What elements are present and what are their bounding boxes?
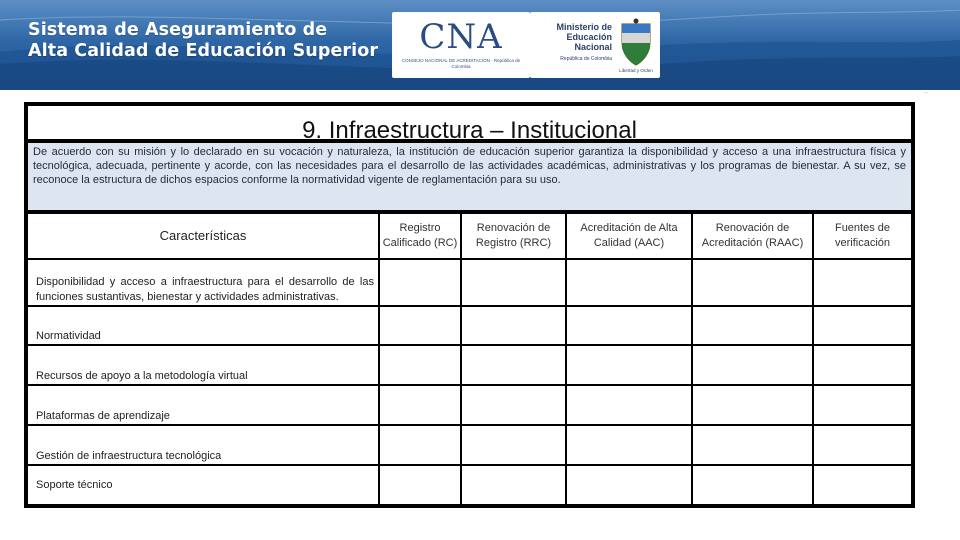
table-cell-raac[interactable] (693, 260, 812, 305)
ministry-logo (530, 12, 660, 78)
table-cell-rc[interactable] (380, 260, 460, 305)
site-title-line1: Sistema de Aseguramiento de (28, 20, 328, 40)
table-cell-sources[interactable] (814, 346, 911, 384)
table-cell-rrc[interactable] (462, 466, 565, 504)
table-cell-rc[interactable] (380, 346, 460, 384)
row-text-tech-infrastructure: Gestión de infraestructura tecnológica (36, 450, 222, 462)
table-cell-rc[interactable] (380, 307, 460, 344)
table-cell-aac[interactable] (567, 307, 691, 344)
table-cell-rrc[interactable] (462, 346, 565, 384)
table-cell-raac[interactable] (693, 426, 812, 464)
row-text-virtual-resources: Recursos de apoyo a la metodología virtual (36, 370, 248, 382)
table-cell-rrc[interactable] (462, 307, 565, 344)
table-cell-rrc[interactable] (462, 386, 565, 424)
table-cell-aac[interactable] (567, 466, 691, 504)
column-header-sources: Fuentes de verificación (814, 214, 911, 258)
table-title (28, 106, 911, 139)
table-row-label (28, 386, 378, 424)
table-row-label (28, 260, 378, 305)
ministry-name-line1: Ministerio de (556, 22, 612, 32)
table-row-label (28, 346, 378, 384)
table-title-text: 9. Infraestructura – Institucional (302, 117, 637, 139)
criteria-table (24, 102, 915, 508)
table-cell-rc[interactable] (380, 466, 460, 504)
cna-logo-subtitle: CONSEJO NACIONAL DE ACREDITACIÓN · República de Colombia (401, 58, 521, 69)
column-header-raac: Renovación de Acreditación (RAAC) (693, 214, 812, 258)
column-header-rrc: Renovación de Registro (RRC) (462, 214, 565, 258)
table-cell-sources[interactable] (814, 260, 911, 305)
row-text-learning-platforms: Plataformas de aprendizaje (36, 410, 170, 422)
coat-of-arms-icon (618, 18, 654, 68)
table-cell-aac[interactable] (567, 426, 691, 464)
table-cell-raac[interactable] (693, 346, 812, 384)
table-cell-sources[interactable] (814, 386, 911, 424)
cna-logo (392, 12, 530, 78)
column-header-aac: Acreditación de Alta Calidad (AAC) (567, 214, 691, 258)
table-cell-sources[interactable] (814, 307, 911, 344)
table-cell-sources[interactable] (814, 426, 911, 464)
table-cell-aac[interactable] (567, 386, 691, 424)
site-title (28, 20, 378, 62)
ministry-motto: Libertad y Orden (619, 68, 653, 73)
ministry-country: República de Colombia (560, 56, 612, 62)
cna-logo-text: CNA (419, 17, 503, 57)
ministry-name-line2: Educación Nacional (566, 32, 612, 52)
header-banner (0, 0, 960, 90)
table-description: De acuerdo con su misión y lo declarado en su vocación y naturaleza, la institución de educación superior garantiza la disponibilidad y acceso a una infraestructura física y tecnológica, adecuada, pertinente y acorde, con las necesidades para el desarrollo de las actividades académicas, administrativas y los programas de bienestar. A su vez, se reconoce la estructura de dichos espacios conforme la normatividad vigente de reglamentación para su uso. (28, 143, 911, 210)
table-cell-rc[interactable] (380, 386, 460, 424)
table-row-label (28, 307, 378, 344)
corner-mark: ·· (924, 90, 928, 96)
row-text-availability: Disponibilidad y acceso a infraestructura para el desarrollo de las funciones sustantivas, bienestar y actividades administrativas. (36, 276, 374, 303)
site-title-line2: Alta Calidad de Educación Superior (28, 41, 379, 61)
table-cell-aac[interactable] (567, 346, 691, 384)
characteristics-header: Características (28, 214, 378, 258)
table-cell-aac[interactable] (567, 260, 691, 305)
table-cell-rrc[interactable] (462, 426, 565, 464)
row-text-tech-support: Soporte técnico (36, 478, 113, 491)
table-cell-raac[interactable] (693, 466, 812, 504)
table-cell-rc[interactable] (380, 426, 460, 464)
table-row-label (28, 466, 378, 504)
row-text-normatividad: Normatividad (36, 330, 101, 342)
column-header-rc: Registro Calificado (RC) (380, 214, 460, 258)
table-row-label (28, 426, 378, 464)
table-cell-raac[interactable] (693, 307, 812, 344)
table-cell-sources[interactable] (814, 466, 911, 504)
ministry-name (536, 22, 612, 52)
table-cell-rrc[interactable] (462, 260, 565, 305)
table-cell-raac[interactable] (693, 386, 812, 424)
